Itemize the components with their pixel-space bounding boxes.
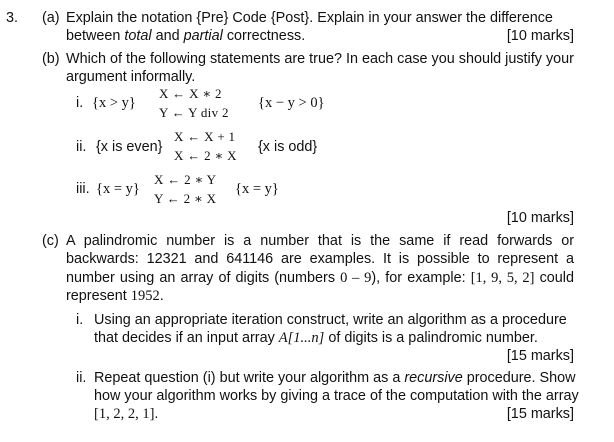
part-c-digit-range: 0 – 9 [340, 270, 372, 286]
part-c-sub-ii-line3 [94, 405, 158, 423]
part-c-sub-ii-line1-suffix: procedure. Show [462, 370, 576, 386]
part-c-line1: A palindromic number is a number that is the same if read forwards or [66, 233, 574, 249]
part-c-sub-i-marks: [15 marks] [506, 348, 574, 364]
part-a-line2 [66, 27, 305, 45]
part-b-item-ii-pre: {x is even} [96, 139, 163, 155]
part-c-sub-i-line2-suffix: of digits is a palindromic number. [324, 330, 538, 346]
part-a-total-term: total [124, 28, 152, 44]
part-c-sub-ii-array: [1, 2, 2, 1] [94, 406, 155, 422]
part-c-line3 [66, 269, 574, 287]
part-b-item-i-code-line1: X ← X ∗ 2 [159, 86, 222, 101]
part-b-item-iii-code-line2: Y ← 2 ∗ X [154, 191, 217, 206]
part-c-label: (c) [42, 233, 59, 249]
part-a-line2-prefix: between [66, 28, 125, 44]
part-a-partial-term: partial [183, 28, 223, 44]
part-c-example-array: [1, 9, 5, 2] [470, 270, 535, 286]
part-b-item-iii-pre: {x = y} [96, 181, 140, 197]
part-c-line4-prefix: represent [66, 288, 131, 304]
part-c-line4 [66, 287, 164, 305]
part-c-sub-ii-line1 [94, 369, 576, 387]
part-a-label: (a) [42, 10, 60, 26]
part-c-sub-i-line2 [94, 329, 538, 347]
part-b-item-i-pre: {x > y} [92, 95, 136, 111]
part-c-sub-i-label: i. [76, 312, 84, 328]
part-c-line2: backwards: 12321 and 641146 are examples. It is possible to represent a [66, 251, 574, 267]
part-a-marks: [10 marks] [506, 28, 574, 44]
part-b-line2: argument informally. [66, 69, 196, 85]
part-c-sub-ii-line1-prefix: Repeat question (i) but write your algorithm as a [94, 370, 405, 386]
part-a-line2-mid: and [151, 28, 184, 44]
part-a-line1: Explain the notation {Pre} Code {Post}. Explain in your answer the difference [66, 10, 553, 26]
part-b-item-ii-code-line2: X ← 2 ∗ X [174, 148, 237, 163]
part-c-line3-suffix: could [534, 270, 574, 286]
part-c-sub-ii-recursive-term: recursive [404, 370, 463, 386]
part-b-item-iii-label: iii. [76, 181, 90, 197]
part-c-sub-ii-marks: [15 marks] [506, 406, 574, 422]
part-c-line4-suffix: . [159, 288, 164, 304]
part-b-item-iii-code-line1: X ← 2 ∗ Y [154, 172, 217, 187]
part-c-example-number: 1952 [130, 288, 160, 304]
part-b-item-i-post: {x − y > 0} [258, 95, 325, 111]
question-number: 3. [6, 10, 19, 26]
part-b-label: (b) [42, 51, 60, 67]
part-c-sub-ii-line2: how your algorithm works by giving a trace of the computation with the array [94, 388, 579, 404]
part-c-line3-mid: ), for example: [371, 270, 471, 286]
part-a-line2-suffix: correctness. [222, 28, 306, 44]
part-c-sub-ii-line3-suffix: . [154, 406, 159, 422]
part-b-item-ii-label: ii. [76, 139, 87, 155]
part-b-marks: [10 marks] [506, 210, 574, 226]
part-c-sub-i-array: A[1...n] [278, 330, 325, 346]
part-c-sub-ii-label: ii. [76, 370, 87, 386]
part-b-item-i-label: i. [76, 95, 84, 111]
part-c-line3-prefix: number using an array of digits (numbers [66, 270, 341, 286]
part-b-item-ii-code-line1: X ← X + 1 [174, 129, 236, 144]
part-b-item-iii-post: {x = y} [235, 181, 279, 197]
part-c-sub-i-line1: Using an appropriate iteration construct, write an algorithm as a procedure [94, 312, 567, 328]
part-c-sub-i-line2-prefix: that decides if an input array [94, 330, 279, 346]
part-b-item-i-code-line2: Y ← Y div 2 [159, 105, 229, 120]
part-b-line1: Which of the following statements are true? In each case you should justify your [66, 51, 574, 67]
part-b-item-ii-post: {x is odd} [258, 139, 318, 155]
